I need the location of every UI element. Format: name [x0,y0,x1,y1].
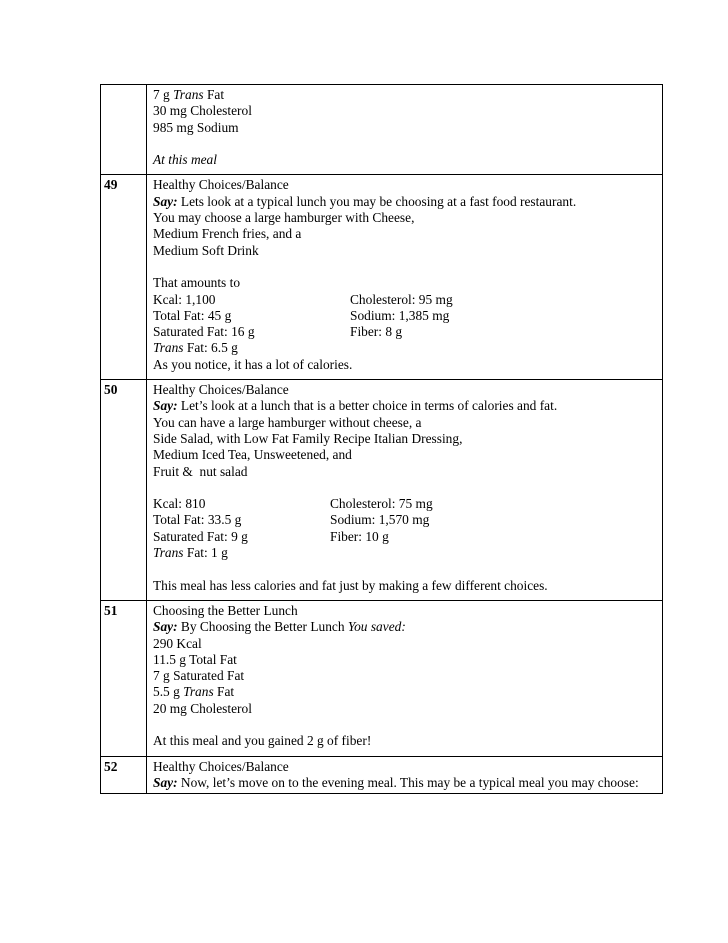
trans-fat-line: Trans Fat: 6.5 g [153,340,238,356]
trans-fat-line: 7 g Trans Fat [153,87,225,102]
intro-line: That amounts to [153,275,241,291]
row-heading: Healthy Choices/Balance [153,382,289,398]
nutrition-pair [153,292,656,308]
saturated-fat-value: Saturated Fat: 16 g [153,324,255,340]
table-row [101,380,663,601]
row-number: 49 [101,175,147,380]
trans-fat-line: Trans Fat: 1 g [153,545,228,561]
kcal-value: Kcal: 810 [153,496,206,512]
row-number [101,85,147,175]
saturated-fat-line: 7 g Saturated Fat [153,668,245,684]
fiber-value: Fiber: 10 g [330,528,389,544]
table-row [101,85,663,175]
cholesterol-line: 20 mg Cholesterol [153,700,252,716]
fiber-value: Fiber: 8 g [350,324,403,340]
closing-line: At this meal and you gained 2 g of fiber! [153,733,372,749]
spacer [153,717,656,733]
row-content [147,175,663,380]
cholesterol-line: 30 mg Cholesterol [153,103,252,119]
sodium-value: Sodium: 1,385 mg [350,307,450,323]
row-content [147,600,663,756]
row-number: 52 [101,756,147,794]
say-line: Say: Now, let’s move on to the evening meal. This may be a typical meal you may choose: [153,774,639,790]
closing-line: As you notice, it has a lot of calories. [153,356,353,372]
trans-fat-line: 5.5 g Trans Fat [153,684,235,700]
say-line: Say: By Choosing the Better Lunch You saved: [153,619,406,635]
nutrition-pair [153,512,656,528]
spacer [153,561,656,577]
nutrition-pair [153,324,656,340]
content-line: Fruit & nut salad [153,463,248,479]
kcal-line: 290 Kcal [153,635,202,651]
row-heading: Choosing the Better Lunch [153,602,298,618]
content-line: Side Salad, with Low Fat Family Recipe Italian Dressing, [153,430,463,446]
kcal-value: Kcal: 1,100 [153,291,216,307]
row-number: 51 [101,600,147,756]
total-fat-line: 11.5 g Total Fat [153,651,237,667]
closing-line: At this meal [153,152,217,168]
nutrition-pair [153,529,656,545]
say-line: Say: Lets look at a typical lunch you may be choosing at a fast food restaurant. [153,193,577,209]
spacer [153,480,656,496]
row-heading: Healthy Choices/Balance [153,177,289,193]
sodium-value: Sodium: 1,570 mg [330,512,430,528]
row-content [147,380,663,601]
spacer [153,136,656,152]
table-row [101,756,663,794]
content-line: You can have a large hamburger without cheese, a [153,414,422,430]
lesson-table [100,84,663,794]
say-line: Say: Let’s look at a lunch that is a better choice in terms of calories and fat. [153,398,558,414]
sodium-line: 985 mg Sodium [153,119,239,135]
cholesterol-value: Cholesterol: 75 mg [330,496,433,512]
table-row [101,175,663,380]
content-line: Medium Iced Tea, Unsweetened, and [153,447,352,463]
spacer [153,259,656,275]
row-content [147,85,663,175]
closing-line: This meal has less calories and fat just by making a few different choices. [153,577,548,593]
row-number: 50 [101,380,147,601]
content-line: You may choose a large hamburger with Cheese, [153,210,415,226]
content-line: Medium French fries, and a [153,226,302,242]
total-fat-value: Total Fat: 45 g [153,307,232,323]
row-heading: Healthy Choices/Balance [153,758,289,774]
cholesterol-value: Cholesterol: 95 mg [350,291,453,307]
content-line: Medium Soft Drink [153,242,259,258]
nutrition-pair [153,496,656,512]
nutrition-pair [153,308,656,324]
saturated-fat-value: Saturated Fat: 9 g [153,528,248,544]
total-fat-value: Total Fat: 33.5 g [153,512,242,528]
row-content [147,756,663,794]
table-row [101,600,663,756]
